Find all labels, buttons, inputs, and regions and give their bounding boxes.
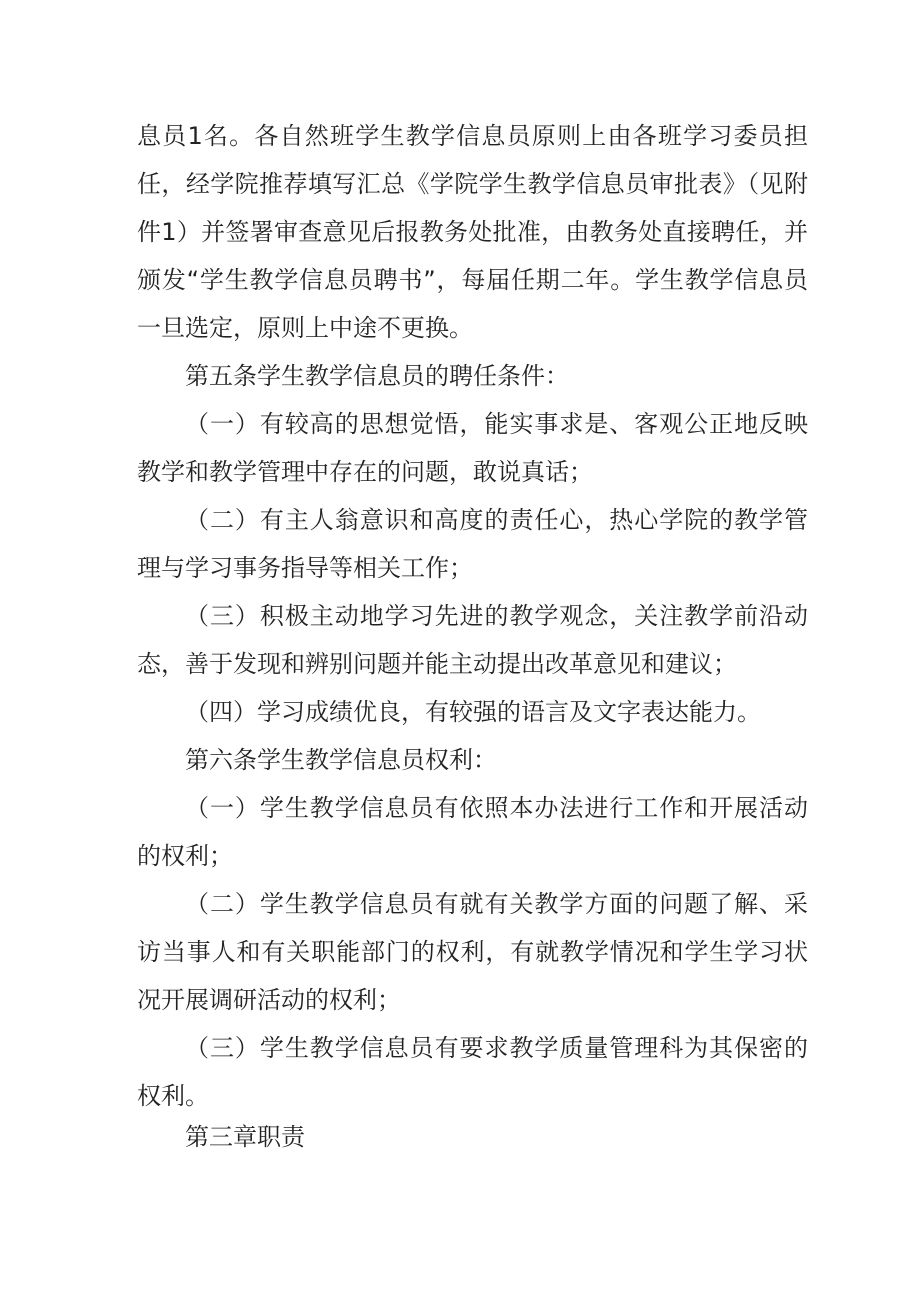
chapter-3-heading: 第三章职责 [185,1123,305,1151]
body-paragraph-continuation: 息员1名。各自然班学生教学信息员原则上由各班学习委员担任，经学院推荐填写汇总《学院学生教学信息员审批表》（见附件1）并签署审查意见后报教务处批准，由教务处直接聘任，并颁发“学生教学信息员聘书”，每届任期二年。学生教学信息员一旦选定，原则上中途不更换。 [137,122,808,342]
clause-6-item-3: （三）学生教学信息员有要求教学质量管理科为其保密的权利。 [137,1034,808,1110]
clause-6-item-2: （二）学生教学信息员有就有关教学方面的问题了解、采访当事人和有关职能部门的权利，有就教学情况和学生学习状况开展调研活动的权利； [137,890,808,1014]
clause-6-item-1: （一）学生教学信息员有依照本办法进行工作和开展活动的权利； [137,794,808,870]
document-body [137,112,808,1155]
clause-5-item-3: （三）积极主动地学习先进的教学观念，关注教学前沿动态，善于发现和辨别问题并能主动提出改革意见和建议； [137,602,808,678]
clause-6-heading: 第六条学生教学信息员权利： [185,746,497,774]
clause-5-item-2: （二）有主人翁意识和高度的责任心，热心学院的教学管理与学习事务指导等相关工作； [137,506,808,582]
clause-5-item-4: （四）学习成绩优良，有较强的语言及文字表达能力。 [185,698,761,726]
clause-5-heading: 第五条学生教学信息员的聘任条件： [185,362,569,390]
clause-5-item-1: （一）有较高的思想觉悟，能实事求是、客观公正地反映教学和教学管理中存在的问题，敢说真话； [137,410,808,486]
